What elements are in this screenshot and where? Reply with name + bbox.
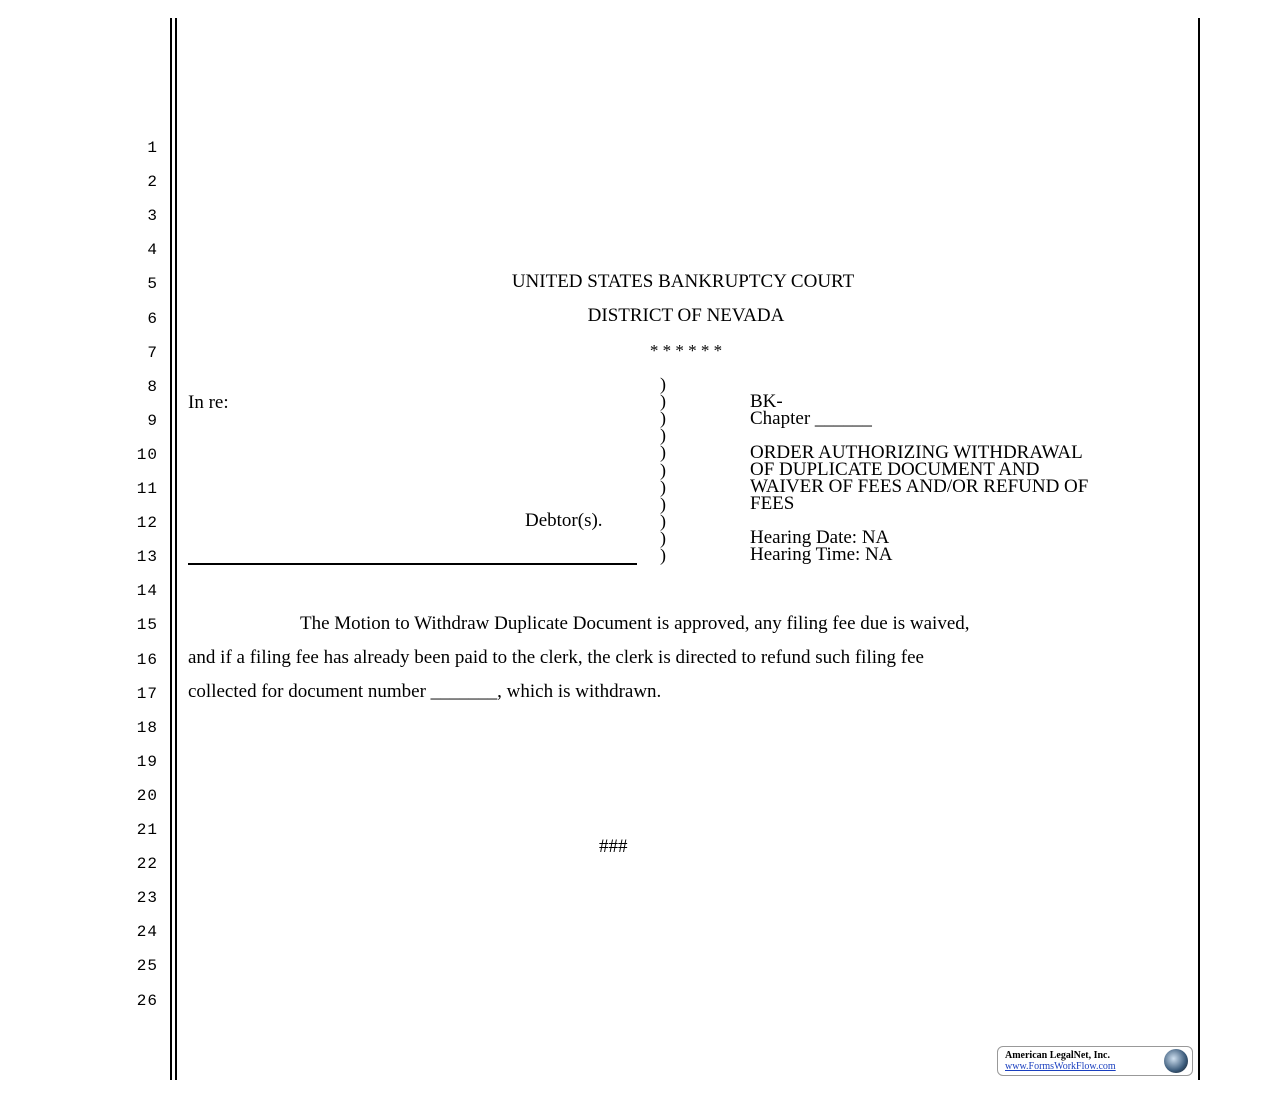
line-number: 26: [136, 991, 158, 1010]
court-name: UNITED STATES BANKRUPTCY COURT: [511, 271, 855, 292]
chapter-field: Chapter ______: [750, 408, 872, 429]
line-number: 17: [136, 684, 158, 703]
stars-divider: * * * * * *: [649, 341, 723, 360]
line-number: 18: [136, 718, 158, 737]
line-number: 15: [136, 616, 158, 635]
line-number: 6: [147, 309, 158, 328]
hearing-date: Hearing Date: NA: [750, 527, 890, 548]
line-number: 24: [136, 923, 158, 942]
hearing-time: Hearing Time: NA: [750, 544, 893, 565]
line-number: 3: [147, 207, 158, 226]
publisher-name: American LegalNet, Inc.: [1005, 1050, 1110, 1061]
in-re-label: In re:: [188, 392, 229, 413]
left-margin-line-inner: [175, 18, 177, 1080]
right-margin-line: [1198, 18, 1200, 1080]
caption-paren: ): [660, 408, 666, 429]
line-number: 25: [136, 957, 158, 976]
line-number: 21: [136, 821, 158, 839]
line-number: 13: [136, 548, 158, 567]
line-number: 14: [136, 582, 158, 601]
debtor-label: Debtor(s).: [525, 510, 603, 531]
line-number: 8: [147, 377, 158, 396]
publisher-logo: [997, 1046, 1193, 1076]
left-margin-line: [170, 18, 172, 1080]
order-title-3: WAIVER OF FEES AND/OR REFUND OF: [750, 476, 1089, 497]
caption-paren: ): [660, 442, 666, 463]
line-number: 7: [147, 343, 158, 362]
caption-paren: ): [660, 527, 666, 548]
caption-paren: ): [660, 459, 666, 480]
line-number: 2: [147, 173, 158, 192]
caption-underline: [188, 563, 637, 565]
caption-paren: ): [660, 493, 666, 514]
caption-paren: ): [660, 510, 666, 531]
line-number: 4: [147, 241, 158, 260]
district-name: DISTRICT OF NEVADA: [587, 305, 785, 326]
caption-paren: ): [660, 425, 666, 446]
publisher-link[interactable]: www.FormsWorkFlow.com: [1005, 1061, 1116, 1072]
caption-paren: ): [660, 476, 666, 497]
caption-paren: ): [660, 545, 666, 565]
line-number: 20: [136, 786, 158, 805]
line-number: 16: [136, 650, 158, 669]
body-line-2: and if a filing fee has already been paid to the clerk, the clerk is directed to refund such filing fee: [188, 647, 924, 668]
order-title-2: OF DUPLICATE DOCUMENT AND: [750, 459, 1040, 480]
line-number: 22: [136, 855, 158, 874]
line-number: 12: [136, 514, 158, 533]
caption-paren: ): [660, 391, 666, 412]
line-number: 1: [147, 139, 158, 157]
order-title-4: FEES: [750, 493, 795, 514]
line-number: 9: [147, 411, 158, 430]
bk-number: BK-: [750, 391, 783, 412]
order-title-1: ORDER AUTHORIZING WITHDRAWAL: [750, 442, 1083, 463]
body-line-1: The Motion to Withdraw Duplicate Document is approved, any filing fee due is waived,: [300, 613, 970, 634]
line-number: 23: [136, 889, 158, 908]
caption-paren: ): [660, 374, 666, 394]
line-number: 5: [147, 275, 158, 294]
line-number: 19: [136, 752, 158, 771]
body-line-3: collected for document number _______, which is withdrawn.: [188, 681, 662, 702]
line-number: 10: [136, 445, 158, 464]
end-mark: ###: [599, 836, 628, 857]
globe-icon: [1164, 1049, 1188, 1073]
line-number: 11: [136, 480, 158, 498]
